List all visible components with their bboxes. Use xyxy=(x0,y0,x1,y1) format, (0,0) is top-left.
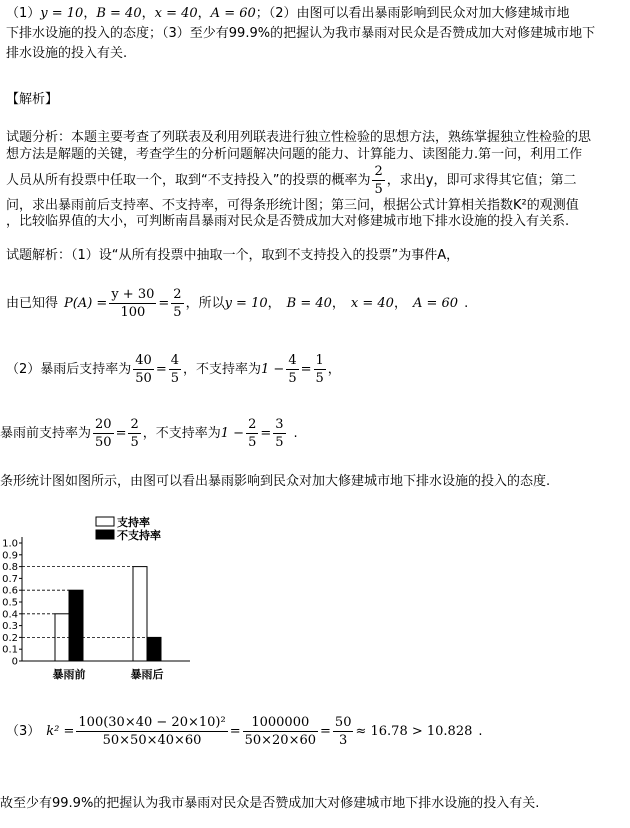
solution-intro: 试题解析：（1）设“从所有投票中抽取一个，取到不支持投入的投票”为事件A， xyxy=(6,248,460,263)
chi-square-result: $\frac{50}{3}$ xyxy=(334,715,352,748)
bar-支持率-暴雨后 xyxy=(133,567,147,661)
y-tick-label: 0.1 xyxy=(2,644,18,656)
y-tick-label: 0.3 xyxy=(2,621,18,633)
after-support-fraction: $\frac{40}{50}$ xyxy=(135,353,152,386)
analysis-line-3: 人员从所有投票中任取一个，取到“不支持投入”的投票的概率为 $\frac{2}{5}$ ，求出y，即可求得其它值；第二 xyxy=(6,164,577,197)
chart-caption: 条形统计图如图所示，由图可以看出暴雨影响到民众对加大修建城市地下排水设施的投入的态度. xyxy=(0,474,551,489)
chi-square-formula: $\frac{\text{100(30×40 − 20×10)²}}{50\times 50\times 40\times 60}$ xyxy=(78,715,226,748)
solution-step-4: （3） k² = $\frac{\text{100(30×40 − 20×10)²}}{50\times 50\times 40\times 60}$ = $\frac{1000000}{50\times 20\times 60}$ = $\frac{50}{3}$ ≈ 16.78 > 10.828 . xyxy=(6,715,483,748)
answer-x: x = 40 xyxy=(154,6,198,21)
analysis-heading: 【解析】 xyxy=(6,92,59,107)
pa-result-fraction: $\frac{2}{5}$ xyxy=(173,287,182,320)
bar-不支持率-暴雨前 xyxy=(69,590,83,661)
y-tick-label: 0.9 xyxy=(2,550,18,562)
answer-A: A = 60 xyxy=(210,6,256,21)
y-tick-label: 0.8 xyxy=(2,562,18,574)
solution-step-3: 暴雨前支持率为 $\frac{20}{50}$ = $\frac{2}{5}$ ，不支持率为 1 − $\frac{2}{5}$ = $\frac{3}{5}$ . xyxy=(0,417,298,450)
answer-line-1: （1） y = 10 ， B = 40 ， x = 40 ， A = 60 ；（2）由图可以看出暴雨影响到民众对加大修建城市地 xyxy=(6,6,570,21)
y-tick-label: 0.7 xyxy=(2,573,18,585)
y-tick-label: 1.0 xyxy=(2,538,18,550)
answer-line-2: 下排水设施的投入的态度；（3）至少有99.9%的把握认为我市暴雨对民众是否赞成加大对修建城市地下 xyxy=(6,26,596,41)
analysis-line-1: 试题分析：本题主要考查了列联表及利用列联表进行独立性检验的思想方法，熟练掌握独立性检验的思 xyxy=(6,130,592,145)
answer-y: y = 10 xyxy=(40,6,84,21)
bar-不支持率-暴雨后 xyxy=(147,637,161,661)
after-support-simplified: $\frac{4}{5}$ xyxy=(170,353,180,386)
conclusion: 故至少有99.9%的把握认为我市暴雨对民众是否赞成加大对修建城市地下排水设施的投入有关. xyxy=(0,796,540,811)
y-tick-label: 0.2 xyxy=(2,632,18,644)
analysis-line-5: ，比较临界值的大小，可判断南昌暴雨对民众是否赞成加大对修建城市地下排水设施的投入有关系. xyxy=(6,214,570,229)
legend-swatch-不支持率 xyxy=(96,530,114,539)
bar-chart xyxy=(0,500,200,690)
solution-step-2: （2）暴雨后支持率为 $\frac{40}{50}$ = $\frac{4}{5}$ ，不支持率为 1 − $\frac{4}{5}$ = $\frac{1}{5}$ ， xyxy=(6,353,341,386)
x-tick-label: 暴雨前 xyxy=(52,668,86,681)
y-tick-label: 0.6 xyxy=(2,585,18,597)
analysis-line-2: 想方法是解题的关键，考查学生的分析问题解决问题的能力、计算能力、读图能力.第一问，利用工作 xyxy=(6,147,583,162)
after-nonsupport-minus: $\frac{4}{5}$ xyxy=(288,353,297,386)
pa-fraction: $\frac{y + 30}{100}$ xyxy=(111,287,155,320)
x-tick-label: 暴雨后 xyxy=(130,668,164,681)
y-tick-label: 0 xyxy=(11,656,18,668)
solution-step-1: 由已知得 P(A) = $\frac{y + 30}{100}$ = $\frac{2}{5}$ ，所以 y = 10 ， B = 40 ， x = 40 ， A = 60 . xyxy=(6,287,469,320)
answer-part1-label: （1） xyxy=(6,6,41,21)
probability-fraction: $\frac{2}{5}$ xyxy=(374,164,383,197)
before-nonsupport-minus: $\frac{2}{5}$ xyxy=(248,417,257,450)
before-support-fraction: $\frac{20}{50}$ xyxy=(95,417,112,450)
before-support-simplified: $\frac{2}{5}$ xyxy=(130,417,139,450)
before-nonsupport-result: $\frac{3}{5}$ xyxy=(275,417,284,450)
answer-part2-text: ；（2）由图可以看出暴雨影响到民众对加大修建城市地 xyxy=(255,6,570,21)
y-tick-label: 0.4 xyxy=(2,609,18,621)
legend-swatch-支持率 xyxy=(96,517,114,526)
chi-square-step: $\frac{1000000}{50\times 20\times 60}$ xyxy=(244,715,317,748)
y-tick-label: 0.5 xyxy=(2,597,18,609)
legend-label-不支持率: 不支持率 xyxy=(117,529,161,542)
answer-B: B = 40 xyxy=(96,6,142,21)
after-nonsupport-result: $\frac{1}{5}$ xyxy=(315,353,324,386)
legend-label-支持率: 支持率 xyxy=(117,516,150,529)
answer-line-3: 排水设施的投入有关. xyxy=(6,46,128,61)
analysis-line-4: 问，求出暴雨前后支持率、不支持率，可得条形统计图；第三问，根据公式计算相关指数K²的观测值 xyxy=(6,198,579,213)
